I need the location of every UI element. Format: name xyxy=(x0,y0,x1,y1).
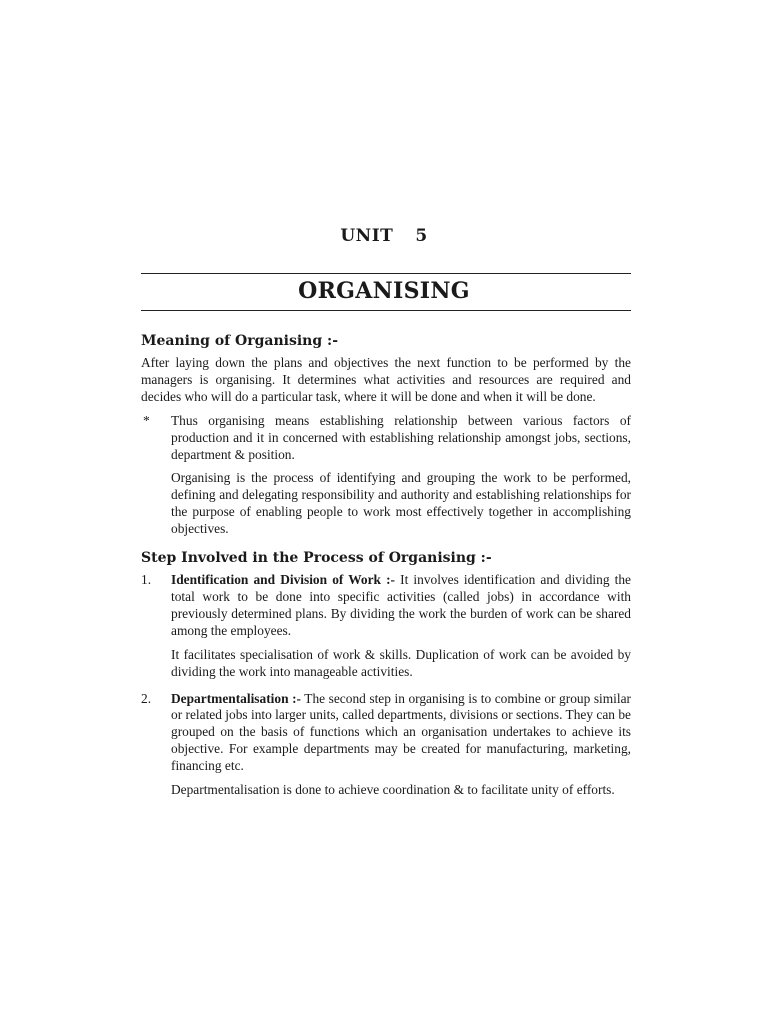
step-number: 1. xyxy=(141,572,152,588)
step-term: Departmentalisation :- xyxy=(171,690,301,706)
bullet-text: Thus organising means establishing relationship between various factors of production and it in concerned with establishing relationship amongst jobs, sections, department & position. xyxy=(171,412,631,462)
step-paragraph xyxy=(171,572,631,640)
bullet-marker: * xyxy=(143,412,150,428)
unit-heading xyxy=(0,226,768,246)
title-rule-top xyxy=(141,273,631,274)
definition-text: Organising is the process of identifying and grouping the work to be performed, defining and delegating responsibility and authority and establishing relationships for the purpose of enabling people to work most effectively together in accomplishing objectives. xyxy=(171,470,631,537)
step-number: 2. xyxy=(141,690,152,706)
page-body xyxy=(141,332,631,799)
step-item-2 xyxy=(141,691,631,799)
step-text: The second step in organising is to combine or group similar or related jobs into larger units, called departments, divisions or sections. They can be grouped on the basis of functions which an organisation undertakes to achieve its objective. For example departments may be created for manufacturing, marketing, financing etc. xyxy=(171,690,632,774)
step-paragraph xyxy=(171,691,631,776)
step-extra: It facilitates specialisation of work & skills. Duplication of work can be avoided by dividing the work into manageable activities. xyxy=(171,646,631,679)
step-extra: Departmentalisation is done to achieve coordination & to facilitate unity of efforts. xyxy=(171,782,615,798)
unit-label: UNIT xyxy=(340,226,394,246)
unit-number: 5 xyxy=(415,226,428,246)
chapter-title: ORGANISING xyxy=(298,278,470,304)
step-term: Identification and Division of Work :- xyxy=(171,572,395,588)
steps-heading: Step Involved in the Process of Organising :- xyxy=(141,550,492,567)
meaning-intro: After laying down the plans and objectives the next function to be performed by the managers is organising. It determines what activities and resources are required and decides who will do a particular task, where it will be done and when it will be done. xyxy=(141,355,631,404)
step-text: It involves identification and dividing the total work to be done into specific activities (called jobs) in accordance with previously determined plans. By dividing the work the burden of work can be shared among the employees. xyxy=(171,572,631,638)
title-rule-bottom xyxy=(141,310,631,311)
step-item-1 xyxy=(141,572,631,680)
meaning-heading: Meaning of Organising :- xyxy=(141,333,338,349)
meaning-bullet xyxy=(141,413,631,538)
